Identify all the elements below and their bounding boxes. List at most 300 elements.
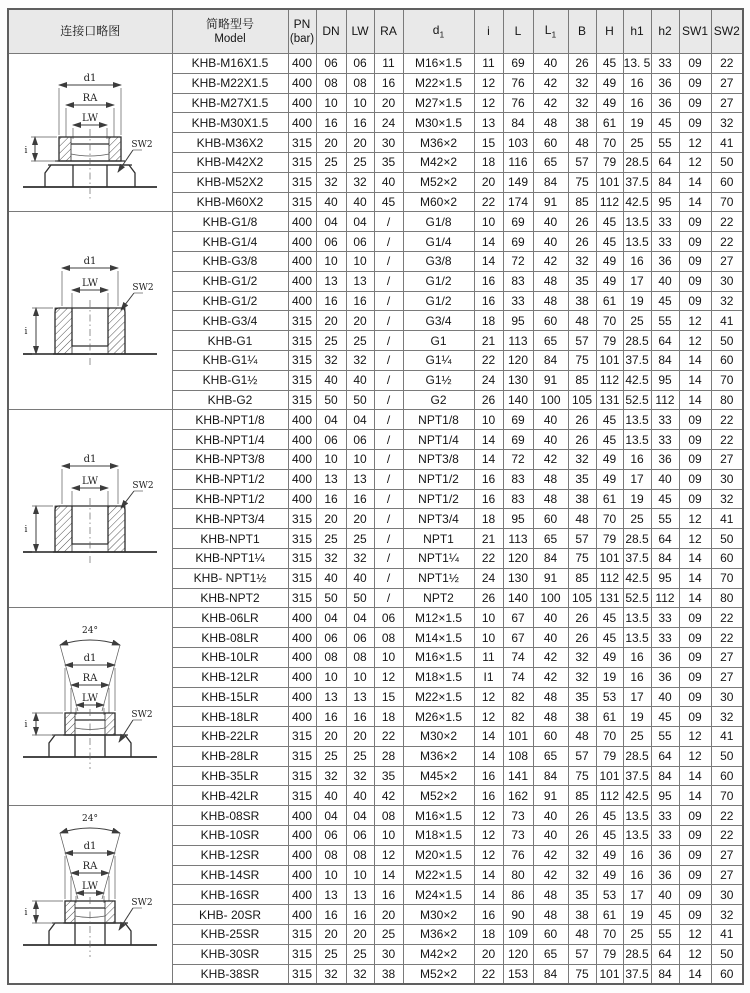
col-header-l1: $L_1$	[533, 9, 568, 54]
value-cell: 25	[623, 133, 651, 153]
value-cell: 400	[288, 628, 316, 648]
cone-port-diagram	[14, 809, 166, 977]
value-cell: 38	[374, 964, 403, 984]
value-cell: 13.5	[623, 232, 651, 252]
value-cell: 06	[346, 54, 374, 74]
value-cell: /	[374, 469, 403, 489]
value-cell: M42×2	[403, 944, 474, 964]
table-row	[8, 806, 743, 826]
value-cell: 112	[596, 370, 623, 390]
value-cell: 14	[474, 430, 503, 450]
value-cell: 04	[346, 608, 374, 628]
value-cell: 10	[346, 251, 374, 271]
value-cell: 17	[623, 885, 651, 905]
value-cell: 14	[474, 865, 503, 885]
value-cell: 12	[679, 509, 711, 529]
model-cell: KHB-30SR	[172, 944, 288, 964]
value-cell: 130	[503, 370, 533, 390]
value-cell: 13.5	[623, 410, 651, 430]
value-cell: 48	[533, 271, 568, 291]
value-cell: G1	[403, 331, 474, 351]
value-cell: 12	[474, 845, 503, 865]
value-cell: 400	[288, 113, 316, 133]
value-cell: 33	[651, 806, 679, 826]
model-cell: KHB-42LR	[172, 786, 288, 806]
value-cell: 45	[596, 232, 623, 252]
value-cell: 25	[316, 944, 346, 964]
value-cell: 25	[346, 152, 374, 172]
value-cell: 55	[651, 727, 679, 747]
value-cell: 12	[679, 133, 711, 153]
value-cell: 42	[533, 93, 568, 113]
value-cell: 55	[651, 925, 679, 945]
value-cell: 40	[533, 826, 568, 846]
value-cell: M45×2	[403, 766, 474, 786]
dim-label-i: i	[24, 908, 28, 919]
value-cell: 30	[711, 885, 743, 905]
value-cell: 400	[288, 905, 316, 925]
value-cell: 25	[316, 331, 346, 351]
value-cell: 26	[568, 212, 596, 232]
value-cell: 101	[596, 548, 623, 568]
model-cell: KHB-G1	[172, 331, 288, 351]
value-cell: 10	[316, 251, 346, 271]
value-cell: 36	[651, 845, 679, 865]
value-cell: M36×2	[403, 133, 474, 153]
value-cell: 09	[679, 707, 711, 727]
value-cell: 48	[533, 469, 568, 489]
value-cell: 20	[374, 93, 403, 113]
value-cell: 06	[346, 628, 374, 648]
value-cell: 83	[503, 271, 533, 291]
value-cell: 32	[346, 172, 374, 192]
value-cell: 25	[374, 925, 403, 945]
model-cell: KHB-G1/2	[172, 271, 288, 291]
value-cell: 60	[711, 766, 743, 786]
value-cell: 32	[346, 766, 374, 786]
value-cell: 90	[503, 905, 533, 925]
value-cell: 84	[533, 766, 568, 786]
value-cell: 18	[474, 509, 503, 529]
value-cell: G1/4	[403, 232, 474, 252]
value-cell: 10	[346, 667, 374, 687]
value-cell: 24	[374, 113, 403, 133]
value-cell: G3/8	[403, 251, 474, 271]
model-cell: KHB-M27X1.5	[172, 93, 288, 113]
value-cell: 26	[474, 390, 503, 410]
value-cell: 91	[533, 786, 568, 806]
value-cell: 50	[346, 588, 374, 608]
value-cell: 101	[596, 964, 623, 984]
value-cell: 42	[533, 251, 568, 271]
value-cell: 82	[503, 707, 533, 727]
value-cell: 40	[533, 54, 568, 74]
model-cell: KHB-NPT1/2	[172, 469, 288, 489]
value-cell: 25	[316, 529, 346, 549]
dim-label-i: i	[24, 327, 28, 338]
value-cell: 40	[533, 806, 568, 826]
value-cell: 16	[623, 93, 651, 113]
value-cell: 20	[374, 905, 403, 925]
value-cell: 32	[316, 766, 346, 786]
value-cell: 33	[651, 410, 679, 430]
value-cell: 19	[623, 291, 651, 311]
value-cell: 113	[503, 331, 533, 351]
value-cell: 69	[503, 410, 533, 430]
value-cell: 32	[568, 73, 596, 93]
value-cell: 315	[288, 925, 316, 945]
value-cell: 75	[568, 766, 596, 786]
value-cell: 100	[533, 588, 568, 608]
value-cell: 09	[679, 667, 711, 687]
value-cell: 84	[651, 350, 679, 370]
value-cell: 09	[679, 806, 711, 826]
value-cell: 06	[316, 628, 346, 648]
value-cell: 400	[288, 826, 316, 846]
model-cell: KHB-M42X2	[172, 152, 288, 172]
value-cell: 10	[316, 865, 346, 885]
value-cell: 42	[533, 73, 568, 93]
dim-label-lw: LW	[82, 881, 99, 893]
value-cell: 30	[374, 133, 403, 153]
col-header-lw: LW	[346, 9, 374, 54]
value-cell: 40	[533, 212, 568, 232]
value-cell: 22	[474, 964, 503, 984]
value-cell: 27	[711, 73, 743, 93]
value-cell: M16×1.5	[403, 647, 474, 667]
value-cell: 131	[596, 588, 623, 608]
value-cell: 50	[711, 944, 743, 964]
value-cell: 315	[288, 192, 316, 212]
value-cell: 42	[533, 845, 568, 865]
value-cell: 16	[346, 707, 374, 727]
value-cell: 67	[503, 608, 533, 628]
dim-label-i: i	[24, 525, 28, 536]
header-row	[8, 9, 743, 54]
value-cell: 37.5	[623, 172, 651, 192]
value-cell: 04	[316, 806, 346, 826]
col-header-dn: DN	[316, 9, 346, 54]
plain-port-diagram	[14, 432, 166, 582]
value-cell: 48	[533, 113, 568, 133]
value-cell: 24	[474, 568, 503, 588]
value-cell: 09	[679, 687, 711, 707]
value-cell: 04	[346, 806, 374, 826]
value-cell: 13.5	[623, 608, 651, 628]
value-cell: 60	[533, 925, 568, 945]
value-cell: 48	[533, 291, 568, 311]
model-cell: KHB-08SR	[172, 806, 288, 826]
value-cell: 61	[596, 707, 623, 727]
value-cell: 35	[568, 271, 596, 291]
value-cell: 10	[474, 212, 503, 232]
col-header-d1: $d_1$	[403, 9, 474, 54]
value-cell: M36×2	[403, 925, 474, 945]
value-cell: 16	[623, 667, 651, 687]
value-cell: 06	[316, 430, 346, 450]
value-cell: 153	[503, 964, 533, 984]
value-cell: 06	[346, 232, 374, 252]
value-cell: 13	[474, 113, 503, 133]
value-cell: 37.5	[623, 548, 651, 568]
value-cell: 09	[679, 865, 711, 885]
value-cell: 69	[503, 232, 533, 252]
model-cell: KHB-NPT1	[172, 529, 288, 549]
value-cell: 400	[288, 687, 316, 707]
plain-port-diagram	[14, 234, 166, 384]
value-cell: 09	[679, 251, 711, 271]
model-cell: KHB- 20SR	[172, 905, 288, 925]
value-cell: 40	[533, 430, 568, 450]
col-header-h1: h1	[623, 9, 651, 54]
value-cell: 20	[346, 509, 374, 529]
value-cell: M52×2	[403, 786, 474, 806]
value-cell: 20	[346, 727, 374, 747]
value-cell: 36	[651, 647, 679, 667]
model-cell: KHB-M60X2	[172, 192, 288, 212]
value-cell: 112	[596, 568, 623, 588]
value-cell: 17	[623, 687, 651, 707]
value-cell: 84	[503, 113, 533, 133]
value-cell: 84	[533, 548, 568, 568]
value-cell: 55	[651, 133, 679, 153]
value-cell: G1/2	[403, 291, 474, 311]
value-cell: 149	[503, 172, 533, 192]
value-cell: 315	[288, 766, 316, 786]
value-cell: 162	[503, 786, 533, 806]
value-cell: 09	[679, 232, 711, 252]
value-cell: 17	[623, 271, 651, 291]
value-cell: 109	[503, 925, 533, 945]
value-cell: 28.5	[623, 529, 651, 549]
value-cell: /	[374, 271, 403, 291]
model-cell: KHB-25SR	[172, 925, 288, 945]
value-cell: 80	[503, 865, 533, 885]
value-cell: 20	[474, 944, 503, 964]
value-cell: 400	[288, 449, 316, 469]
value-cell: 12	[374, 845, 403, 865]
value-cell: 37.5	[623, 350, 651, 370]
value-cell: 83	[503, 489, 533, 509]
value-cell: 400	[288, 647, 316, 667]
value-cell: /	[374, 251, 403, 271]
model-cell: KHB-M52X2	[172, 172, 288, 192]
value-cell: 48	[568, 727, 596, 747]
value-cell: 20	[316, 925, 346, 945]
value-cell: 27	[711, 647, 743, 667]
value-cell: 50	[711, 152, 743, 172]
value-cell: 84	[651, 548, 679, 568]
value-cell: 101	[596, 766, 623, 786]
value-cell: 49	[596, 647, 623, 667]
value-cell: 112	[596, 192, 623, 212]
value-cell: 08	[346, 647, 374, 667]
dim-label-sw2: SW2	[131, 140, 153, 151]
model-cell: KHB-38SR	[172, 964, 288, 984]
value-cell: 57	[568, 746, 596, 766]
value-cell: 400	[288, 865, 316, 885]
value-cell: 32	[568, 449, 596, 469]
value-cell: M36×2	[403, 746, 474, 766]
value-cell: 28.5	[623, 944, 651, 964]
value-cell: NPT1/4	[403, 430, 474, 450]
value-cell: 70	[596, 509, 623, 529]
value-cell: 40	[316, 370, 346, 390]
value-cell: 84	[651, 964, 679, 984]
value-cell: 64	[651, 529, 679, 549]
value-cell: 10	[346, 93, 374, 113]
value-cell: /	[374, 311, 403, 331]
value-cell: 50	[316, 588, 346, 608]
value-cell: 09	[679, 449, 711, 469]
value-cell: 10	[474, 608, 503, 628]
value-cell: 48	[533, 905, 568, 925]
value-cell: 103	[503, 133, 533, 153]
value-cell: 101	[596, 350, 623, 370]
value-cell: 113	[503, 529, 533, 549]
value-cell: 79	[596, 944, 623, 964]
value-cell: 112	[596, 786, 623, 806]
value-cell: 12	[679, 331, 711, 351]
value-cell: 04	[346, 212, 374, 232]
dim-label-sw2: SW2	[132, 283, 154, 294]
value-cell: /	[374, 291, 403, 311]
value-cell: 49	[596, 251, 623, 271]
value-cell: 40	[533, 608, 568, 628]
value-cell: 315	[288, 588, 316, 608]
model-cell: KHB-NPT3/8	[172, 449, 288, 469]
model-cell: KHB-10SR	[172, 826, 288, 846]
value-cell: 14	[679, 390, 711, 410]
value-cell: 12	[679, 746, 711, 766]
value-cell: 45	[596, 608, 623, 628]
value-cell: 30	[711, 687, 743, 707]
value-cell: 40	[346, 786, 374, 806]
value-cell: 48	[533, 885, 568, 905]
value-cell: 16	[623, 251, 651, 271]
value-cell: 11	[474, 54, 503, 74]
value-cell: 33	[651, 608, 679, 628]
value-cell: 32	[568, 647, 596, 667]
value-cell: 315	[288, 370, 316, 390]
model-cell: KHB-NPT3/4	[172, 509, 288, 529]
diagram-cell-metric-port	[8, 54, 172, 212]
value-cell: 41	[711, 727, 743, 747]
value-cell: 315	[288, 350, 316, 370]
value-cell: 32	[568, 93, 596, 113]
value-cell: 112	[651, 390, 679, 410]
value-cell: 10	[346, 449, 374, 469]
value-cell: 22	[711, 232, 743, 252]
value-cell: 79	[596, 152, 623, 172]
value-cell: 33	[651, 826, 679, 846]
value-cell: 32	[346, 964, 374, 984]
value-cell: 14	[474, 449, 503, 469]
dim-label-ra: RA	[82, 861, 98, 873]
value-cell: G1/8	[403, 212, 474, 232]
value-cell: 22	[711, 628, 743, 648]
value-cell: 400	[288, 54, 316, 74]
value-cell: 57	[568, 331, 596, 351]
value-cell: 32	[316, 172, 346, 192]
value-cell: 13	[346, 469, 374, 489]
model-cell: KHB-G1½	[172, 370, 288, 390]
value-cell: 16	[346, 113, 374, 133]
value-cell: 42	[374, 786, 403, 806]
value-cell: 95	[651, 192, 679, 212]
value-cell: 12	[679, 727, 711, 747]
value-cell: 69	[503, 54, 533, 74]
value-cell: 65	[533, 529, 568, 549]
value-cell: 50	[711, 746, 743, 766]
value-cell: G1¼	[403, 350, 474, 370]
value-cell: M20×1.5	[403, 845, 474, 865]
value-cell: 12	[474, 826, 503, 846]
value-cell: 09	[679, 608, 711, 628]
value-cell: 12	[679, 529, 711, 549]
value-cell: G1½	[403, 370, 474, 390]
col-header-model: 简略型号 Model	[172, 9, 288, 54]
value-cell: 14	[679, 964, 711, 984]
value-cell: 69	[503, 430, 533, 450]
value-cell: 19	[623, 905, 651, 925]
value-cell: 95	[503, 509, 533, 529]
value-cell: 09	[679, 212, 711, 232]
col-header-h: H	[596, 9, 623, 54]
value-cell: 49	[596, 845, 623, 865]
value-cell: 84	[533, 964, 568, 984]
value-cell: 48	[533, 707, 568, 727]
value-cell: 73	[503, 826, 533, 846]
value-cell: 16	[623, 73, 651, 93]
value-cell: 14	[679, 548, 711, 568]
dim-label-lw: LW	[82, 693, 99, 705]
value-cell: /	[374, 430, 403, 450]
value-cell: 16	[316, 113, 346, 133]
model-cell: KHB-08LR	[172, 628, 288, 648]
value-cell: 400	[288, 212, 316, 232]
value-cell: 14	[679, 370, 711, 390]
model-cell: KHB-06LR	[172, 608, 288, 628]
value-cell: 09	[679, 905, 711, 925]
value-cell: NPT1/2	[403, 489, 474, 509]
value-cell: 13. 5	[623, 54, 651, 74]
model-cell: KHB-NPT1/2	[172, 489, 288, 509]
value-cell: 85	[568, 192, 596, 212]
value-cell: 10	[346, 865, 374, 885]
value-cell: 26	[568, 54, 596, 74]
value-cell: /	[374, 548, 403, 568]
value-cell: 28.5	[623, 331, 651, 351]
value-cell: 20	[346, 925, 374, 945]
value-cell: 315	[288, 390, 316, 410]
value-cell: 16	[316, 489, 346, 509]
dim-label-d1: d1	[83, 256, 97, 268]
col-header-sw1: SW1	[679, 9, 711, 54]
value-cell: 45	[651, 291, 679, 311]
col-header-ra: RA	[374, 9, 403, 54]
value-cell: 33	[651, 430, 679, 450]
value-cell: 20	[316, 727, 346, 747]
value-cell: 32	[346, 548, 374, 568]
model-cell: KHB-G1¼	[172, 350, 288, 370]
value-cell: 36	[651, 667, 679, 687]
value-cell: NPT2	[403, 588, 474, 608]
value-cell: 70	[596, 311, 623, 331]
value-cell: 10	[374, 647, 403, 667]
value-cell: 70	[711, 568, 743, 588]
value-cell: 22	[711, 212, 743, 232]
